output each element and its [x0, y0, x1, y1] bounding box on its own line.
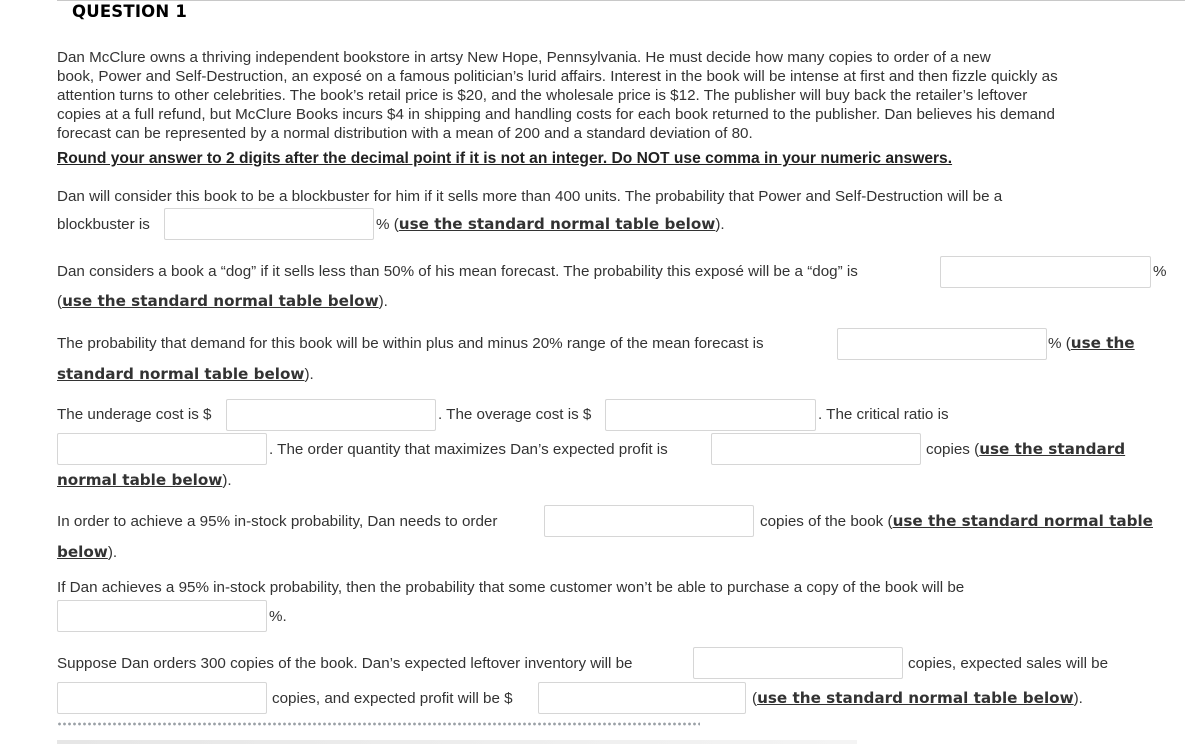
standard-normal-table-link[interactable]: use the standard normal table [892, 512, 1153, 530]
intro-line: copies at a full refund, but McClure Books incurs $4 in shipping and handling costs for each book returned to the publisher. Dan believes his demand [57, 106, 1055, 123]
blockbuster-suffix: % (use the standard normal table below). [376, 215, 725, 233]
blockbuster-label: blockbuster is [57, 216, 150, 233]
dog-table-reference: (use the standard normal table below). [57, 292, 388, 310]
rounding-instruction: Round your answer to 2 digits after the decimal point if it is not an integer. Do NOT use comma in your numeric answers. [57, 150, 953, 167]
order-quantity-suffix: copies (use the standard [926, 440, 1126, 458]
stockout-question-text: If Dan achieves a 95% in-stock probability, then the probability that some customer won’t be able to purchase a copy of the book will be [57, 579, 965, 596]
underage-cost-input[interactable] [226, 399, 436, 431]
dog-question-text: Dan considers a book a “dog” if it sells less than 50% of his mean forecast. The probability this exposé will be a “dog” is [57, 263, 858, 280]
question-title: QUESTION 1 [72, 2, 188, 21]
intro-line: attention turns to other celebrities. The book’s retail price is $20, and the wholesale price is $12. The publisher will buy back the retailer’s leftover [57, 87, 1028, 104]
order300-question-text: Suppose Dan orders 300 copies of the book. Dan’s expected leftover inventory will be [57, 655, 633, 672]
leftover-inventory-input[interactable] [693, 647, 903, 679]
in-stock-question-text: In order to achieve a 95% in-stock probability, Dan needs to order [57, 513, 498, 530]
problem-statement [57, 48, 1167, 143]
top-divider [57, 0, 1185, 1]
intro-line: book, Power and Self-Destruction, an exposé on a famous politician’s lurid affairs. Interest in the book will be intense at first and then fizzle quickly as [57, 68, 1058, 85]
in-stock-order-input[interactable] [544, 505, 754, 537]
range-probability-input[interactable] [837, 328, 1047, 360]
critical-ratio-label: . The critical ratio is [818, 406, 949, 423]
stockout-probability-input[interactable] [57, 600, 267, 632]
order-quantity-label: . The order quantity that maximizes Dan’s expected profit is [269, 441, 668, 458]
standard-normal-table-link[interactable]: use the standard normal table below [62, 292, 379, 310]
underage-label: The underage cost is $ [57, 406, 212, 423]
intro-line: forecast can be represented by a normal distribution with a mean of 200 and a standard deviation of 80. [57, 125, 753, 142]
intro-line: Dan McClure owns a thriving independent bookstore in artsy New Hope, Pennsylvania. He must decide how many copies to order of a new [57, 49, 991, 66]
dog-probability-input[interactable] [940, 256, 1151, 288]
standard-normal-table-link[interactable]: use the standard [979, 440, 1126, 458]
range-table-reference: standard normal table below). [57, 365, 314, 383]
dotted-separator [57, 720, 700, 728]
standard-normal-table-link[interactable]: below [57, 543, 108, 561]
dog-percent-sign: % [1153, 263, 1167, 280]
standard-normal-table-link[interactable]: standard normal table below [57, 365, 305, 383]
expected-sales-label: copies, expected sales will be [908, 655, 1109, 672]
in-stock-suffix: copies of the book (use the standard normal table [760, 512, 1153, 530]
standard-normal-table-link[interactable]: use the [1070, 334, 1135, 352]
overage-cost-input[interactable] [605, 399, 816, 431]
stockout-percent-sign: %. [269, 608, 287, 625]
order300-table-reference: (use the standard normal table below). [752, 689, 1083, 707]
order-quantity-input[interactable] [711, 433, 921, 465]
in-stock-table-reference: below). [57, 543, 118, 561]
bottom-fade-divider [57, 740, 857, 744]
standard-normal-table-link[interactable]: use the standard normal table below [398, 215, 716, 233]
expected-sales-input[interactable] [57, 682, 267, 714]
order-table-reference: normal table below). [57, 471, 232, 489]
range-suffix: % (use the [1048, 334, 1135, 352]
expected-profit-input[interactable] [538, 682, 746, 714]
blockbuster-question-text: Dan will consider this book to be a blockbuster for him if it sells more than 400 units. The probability that Power and Self-Destruction will be a [57, 188, 1003, 205]
standard-normal-table-link[interactable]: normal table below [57, 471, 223, 489]
range-question-text: The probability that demand for this book will be within plus and minus 20% range of the mean forecast is [57, 335, 764, 352]
critical-ratio-input[interactable] [57, 433, 267, 465]
overage-label: . The overage cost is $ [438, 406, 592, 423]
blockbuster-probability-input[interactable] [164, 208, 374, 240]
expected-profit-label: copies, and expected profit will be $ [272, 690, 513, 707]
standard-normal-table-link[interactable]: use the standard normal table below [757, 689, 1074, 707]
